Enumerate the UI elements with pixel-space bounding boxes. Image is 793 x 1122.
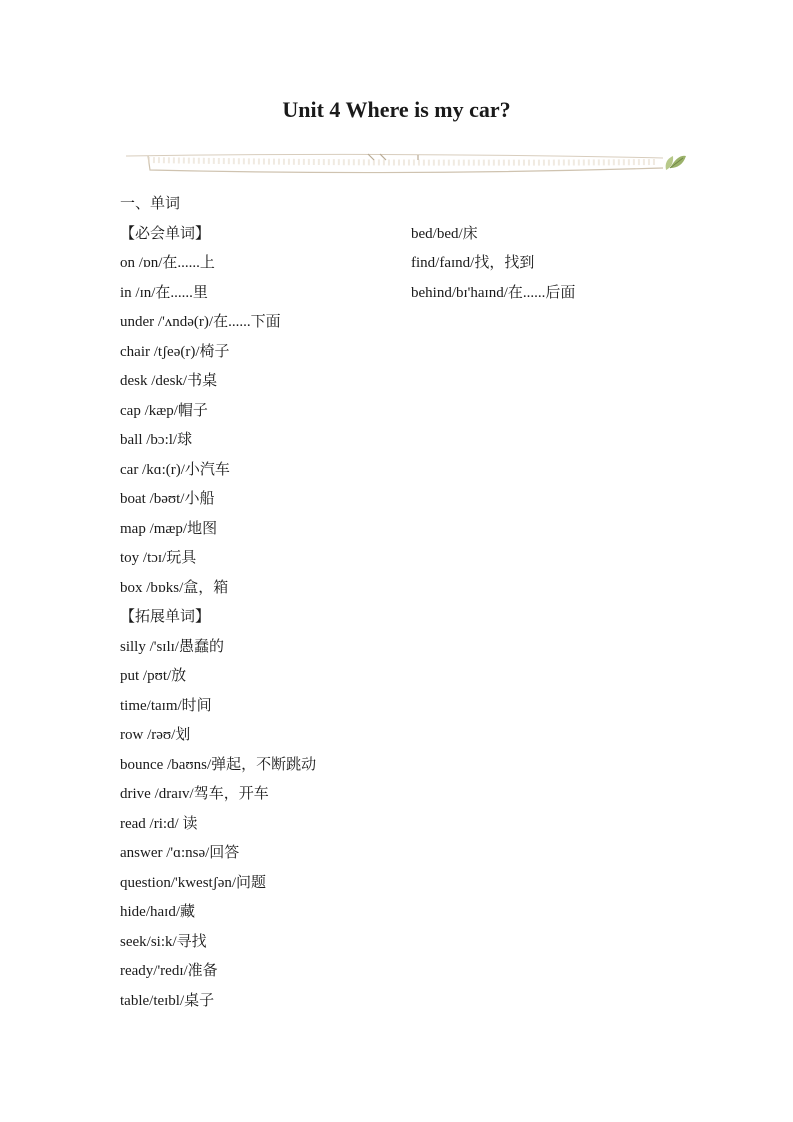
word-entry: find/faɪnd/找，找到 [411,255,535,271]
word-entry: toy /tɔɪ/玩具 [120,550,197,566]
required-words-heading: 【必会单词】 [120,225,211,242]
word-entry: map /mæp/地图 [120,520,218,537]
word-entry: cap /kæp/帽子 [120,402,208,419]
word-entry: box /bɒks/盒，箱 [120,579,229,596]
word-entry: silly /'sɪlɪ/愚蠢的 [120,638,224,655]
section-heading: 一、单词 [120,196,181,212]
word-entry: ready/'redɪ/准备 [120,963,218,979]
right-word-column [411,220,671,309]
word-entry: in /ɪn/在......里 [120,284,208,301]
word-entry: seek/si:k/寻找 [120,933,207,950]
decorative-banner [118,150,688,178]
word-entry: time/taɪm/时间 [120,697,212,714]
word-entry: under /'ʌndə(r)/在......下面 [120,314,281,330]
word-entry: on /ɒn/在......上 [120,255,215,271]
word-entry: behind/bɪ'haɪnd/在......后面 [411,284,576,301]
word-entry: car /kɑ:(r)/小汽车 [120,461,230,478]
word-entry: bed/bed/床 [411,225,478,242]
word-entry: chair /tʃeə(r)/椅子 [120,343,230,360]
word-entry: question/'kwestʃən/问题 [120,874,267,891]
word-entry: drive /draɪv/驾车，开车 [120,786,269,802]
word-entry: table/teɪbl/桌子 [120,992,215,1009]
word-entry: ball /bɔ:l/球 [120,432,193,448]
word-entry: read /ri:d/ 读 [120,815,198,832]
word-entry: put /pʊt/放 [120,668,187,684]
word-entry: hide/haɪd/藏 [120,904,195,920]
left-word-column [120,190,390,1016]
extended-words-heading: 【拓展单词】 [120,609,211,625]
word-entry: bounce /baʊns/弹起，不断跳动 [120,756,317,773]
page-title: Unit 4 Where is my car? [282,97,511,122]
word-entry: row /rəʊ/划 [120,727,191,743]
word-entry: desk /desk/书桌 [120,373,218,389]
word-entry: answer /'ɑ:nsə/回答 [120,845,240,861]
leaf-icon [666,156,686,170]
word-entry: boat /bəʊt/小船 [120,491,215,507]
